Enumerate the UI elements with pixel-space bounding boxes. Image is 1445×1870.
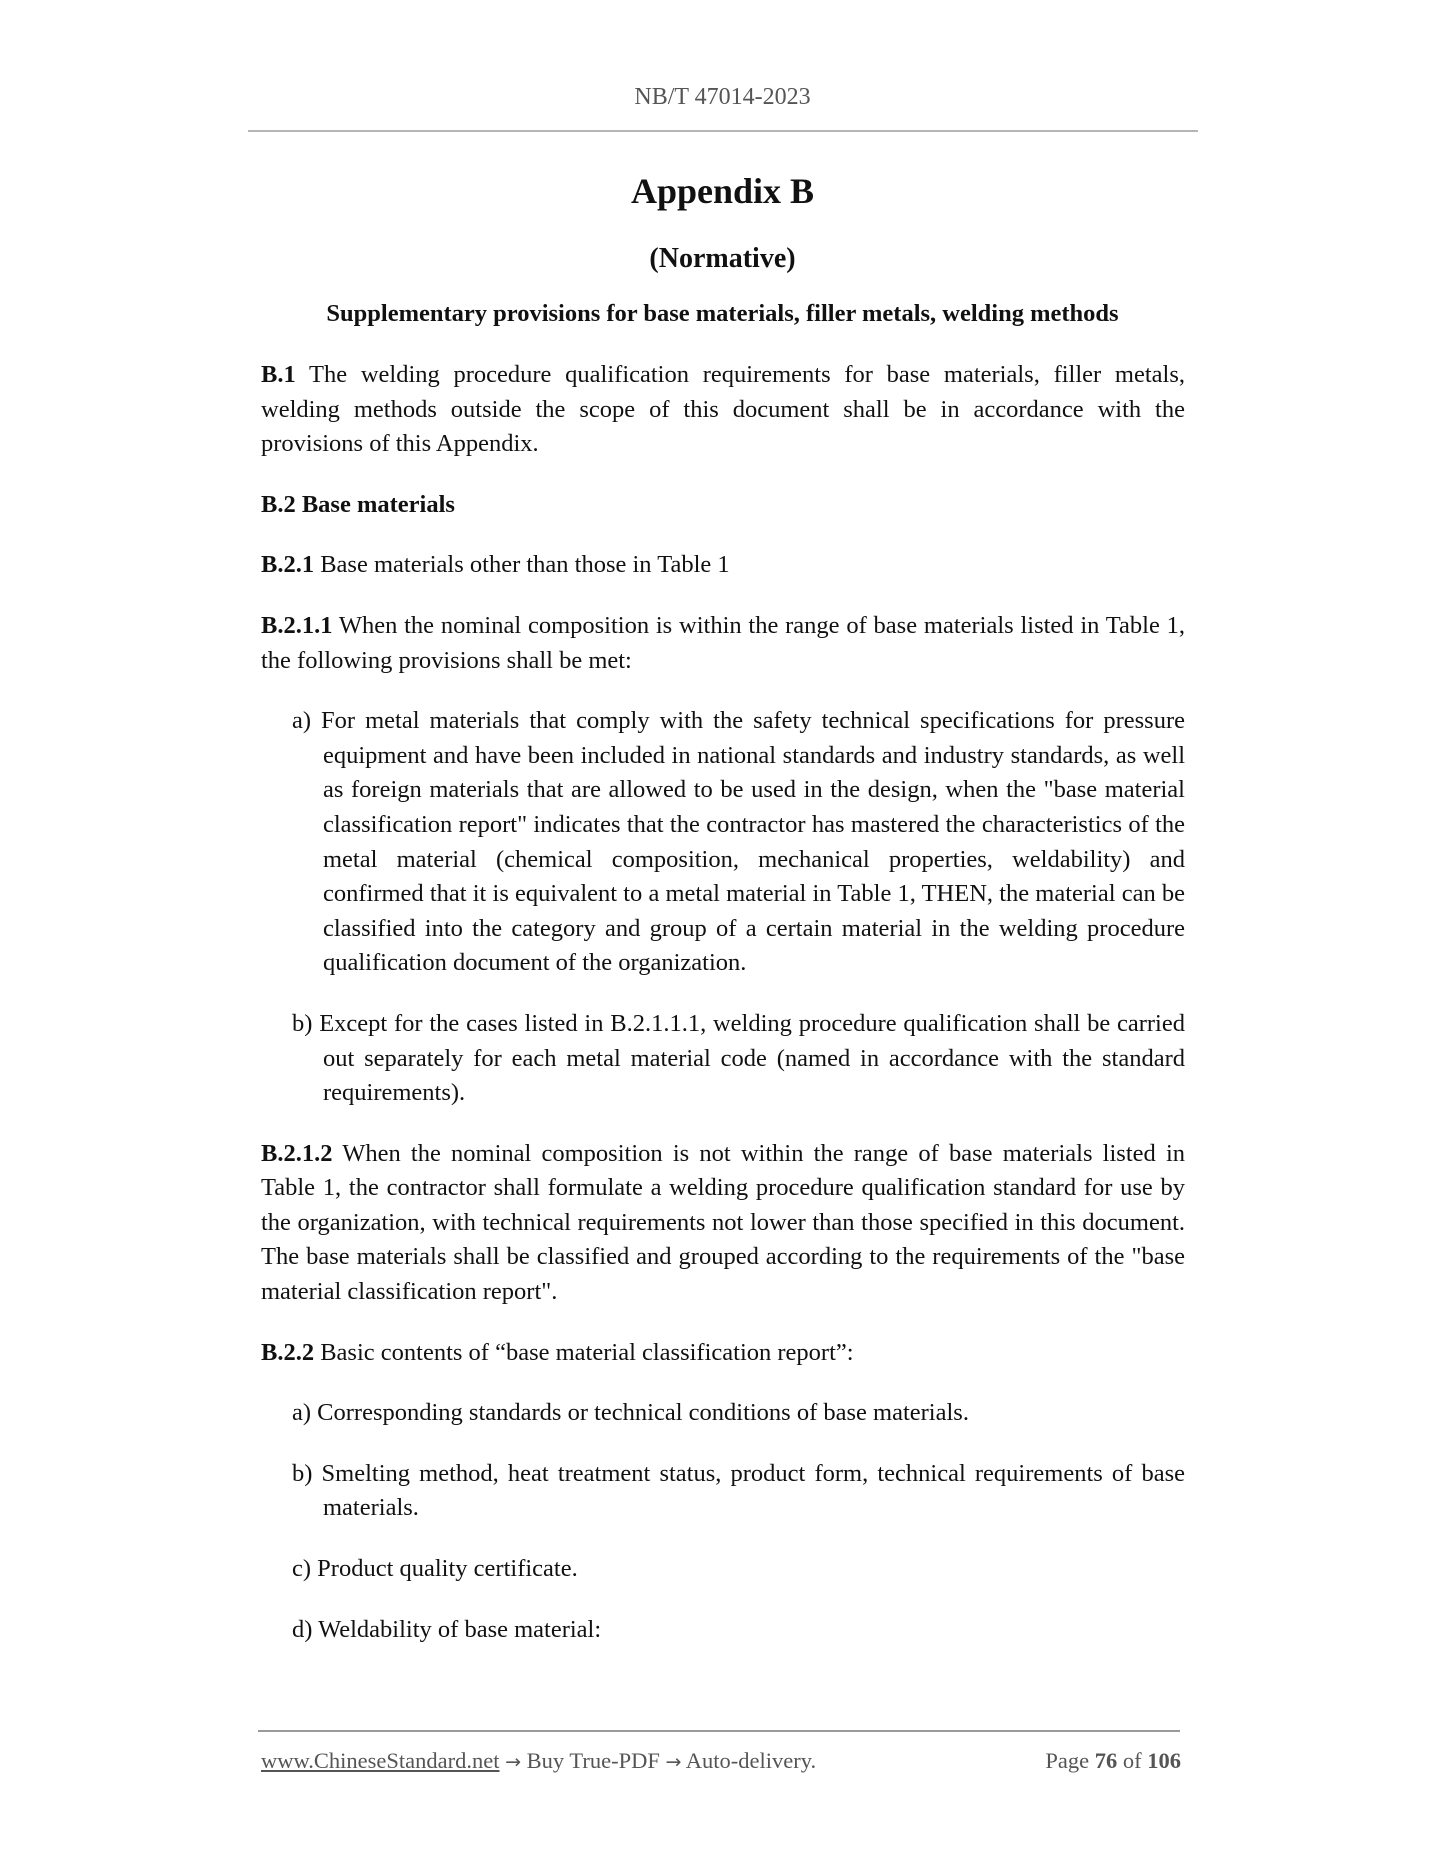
page-indicator (1045, 1748, 1181, 1774)
clause-number: B.2.1.1 (261, 611, 333, 639)
clause-number: B.2.2 (261, 1338, 315, 1366)
footer-divider (258, 1730, 1180, 1732)
clause-b1 (261, 358, 1185, 462)
website-link[interactable]: www.ChineseStandard.net (261, 1748, 500, 1773)
document-code-header: NB/T 47014-2023 (634, 84, 811, 110)
page-label: Page (1045, 1748, 1090, 1773)
page-of: of (1122, 1748, 1142, 1773)
section-heading: B.2 Base materials (261, 490, 455, 518)
clause-number: B.2.1.2 (261, 1139, 333, 1167)
delivery-text: Auto-delivery. (681, 1748, 817, 1773)
list-item: b) Smelting method, heat treatment status, product form, technical requirements of base materials. (292, 1459, 1185, 1522)
list-item: c) Product quality certificate. (292, 1555, 578, 1583)
header-divider (248, 130, 1198, 132)
appendix-normative-label: (Normative) (649, 243, 796, 274)
clause-text: Base materials other than those in Table 1 (314, 551, 730, 579)
page-total: 106 (1147, 1748, 1181, 1773)
document-body (261, 358, 1185, 1673)
arrow-right-icon: → (505, 1751, 522, 1773)
list-item: b) Except for the cases listed in B.2.1.1.1, welding procedure qualification shall be carried out separately for each metal material code (named in accordance with the standard requirements). (292, 1009, 1185, 1107)
clause-b22 (261, 1336, 1185, 1371)
buy-text: Buy True-PDF (521, 1748, 666, 1773)
list-item: a) Corresponding standards or technical conditions of base materials. (292, 1399, 969, 1427)
appendix-title: Appendix B (630, 171, 815, 211)
list-item: d) Weldability of base material: (292, 1615, 602, 1643)
clause-text: The welding procedure qualification requirements for base materials, filler metals, welding methods outside the scope of this document shall be in accordance with the provisions of this Appendix. (261, 361, 1185, 458)
clause-number: B.2.1 (261, 551, 315, 579)
clause-number: B.1 (261, 361, 296, 388)
clause-text: Basic contents of “base material classification report”: (314, 1338, 854, 1366)
appendix-topic: Supplementary provisions for base materials, filler metals, welding methods (326, 300, 1119, 327)
clause-text: When the nominal composition is within the range of base materials listed in Table 1, the following provisions shall be met: (261, 611, 1185, 674)
clause-text: When the nominal composition is not within the range of base materials listed in Table 1, the contractor shall formulate a welding procedure qualification standard for use by the organization, with technical requirements not lower than those specified in this document. The base materials shall be classified and grouped according to the requirements of the "base material classification report". (261, 1139, 1185, 1306)
clause-b2-heading (261, 488, 1185, 523)
clause-b21 (261, 548, 1185, 583)
clause-b211 (261, 609, 1185, 678)
footer-promo (261, 1748, 816, 1774)
page-current: 76 (1094, 1748, 1118, 1773)
clause-b212 (261, 1137, 1185, 1310)
arrow-right-icon: → (665, 1751, 682, 1773)
list-item: a) For metal materials that comply with the safety technical specifications for pressure equipment and have been included in national standards and industry standards, as well as foreign materials that are allowed to be used in the design, when the "base material classification report" indicates that the contractor has mastered the characteristics of the metal material (chemical composition, mechanical properties, weldability) and confirmed that it is equivalent to a metal material in Table 1, THEN, the material can be classified into the category and group of a certain material in the welding procedure qualification document of the organization. (292, 707, 1185, 977)
